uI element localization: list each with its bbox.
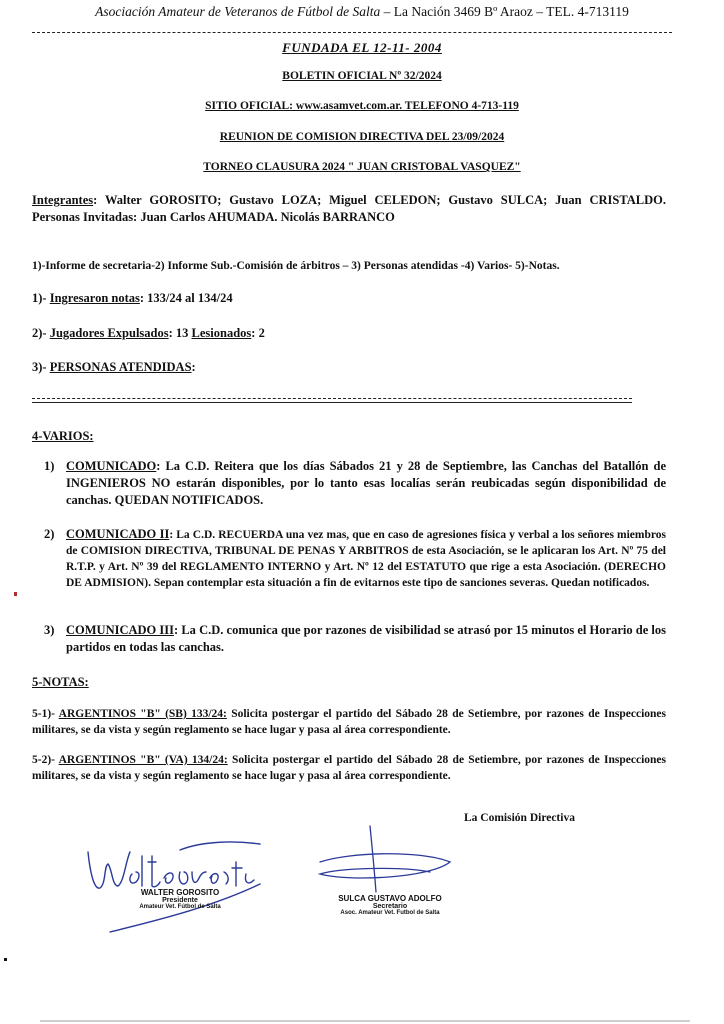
scan-speck bbox=[14, 592, 17, 596]
members-paragraph bbox=[32, 192, 666, 226]
nota-number: 5-2)- bbox=[32, 754, 59, 766]
members-text: : Walter GOROSITO; Gustavo LOZA; Miguel CELEDON; Gustavo SULCA; Juan CRISTALDO. Personas Invitadas: Juan Carlos AHUMADA. Nicolás BARRANCO bbox=[32, 193, 666, 224]
scan-edge bbox=[40, 1020, 690, 1022]
section-2 bbox=[32, 325, 666, 342]
closing-signoff: La Comisión Directiva bbox=[464, 812, 575, 824]
varios-item-number: 2) bbox=[44, 527, 55, 541]
nota-number: 5-1)- bbox=[32, 708, 59, 720]
varios-item-label: COMUNICADO II bbox=[66, 527, 170, 541]
varios-item-text: : La C.D. RECUERDA una vez mas, que en caso de agresiones física y verbal a los señores miembros de COMISION DIRECTIVA, TRIBUNAL DE PENAS Y ARBITROS de esta Asociación, se le aplicaran los Art. Nº 75 del R.T.P. y Art. Nº 39 del REGLAMENTO INTERNO y Art. Nº 12 del ESTATUTO que rige a esta Asociación. (DERECHO DE ADMISION). Sepan contemplar esta situación a fin de evitarnos este tipo de sanciones severas. Quedan notificados. bbox=[66, 529, 666, 589]
varios-item-1 bbox=[44, 458, 666, 509]
bulletin-number: BOLETIN OFICIAL Nº 32/2024 bbox=[282, 70, 442, 82]
signatory-role: Secretario bbox=[372, 903, 408, 910]
section-1-label: Ingresaron notas bbox=[49, 291, 140, 305]
members-label: Integrantes bbox=[32, 193, 94, 207]
varios-item-3 bbox=[44, 622, 666, 656]
nota-label: ARGENTINOS "B" (SB) 133/24: bbox=[58, 708, 227, 720]
scan-speck bbox=[4, 958, 7, 961]
signatory-org: Amateur Vet. Fútbol de Salta bbox=[139, 904, 221, 910]
org-name: Asociación Amateur de Veteranos de Fútbol de Salta bbox=[95, 4, 381, 19]
section-2-injured-label: Lesionados bbox=[191, 326, 252, 340]
section-3 bbox=[32, 359, 666, 376]
section-5-title: 5-NOTAS: bbox=[32, 675, 89, 689]
section-2-expelled-value: : 13 bbox=[168, 326, 192, 340]
official-site: SITIO OFICIAL: www.asamvet.com.ar. TELEFONO 4-713-119 bbox=[205, 100, 519, 112]
signatory-org: Asoc. Amateur Vet. Futbol de Salta bbox=[340, 910, 440, 916]
signature-gorosito-handwriting bbox=[60, 822, 270, 942]
section-2-injured-value: : 2 bbox=[251, 326, 265, 340]
varios-item-text: : La C.D. Reitera que los días Sábados 21 y 28 de Septiembre, las Canchas del Batallón de INGENIEROS NO estarán disponibles, por lo tanto esas localías serán reubicadas según disponibilidad de canchas. QUEDAN NOTIFICADOS. bbox=[66, 459, 666, 507]
section-2-number: 2)- bbox=[32, 326, 50, 340]
signatory-name: SULCA GUSTAVO ADOLFO bbox=[338, 894, 442, 903]
agenda: 1)-Informe de secretaria-2) Informe Sub.-Comisión de árbitros – 3) Personas atendidas -4) Varios- 5)-Notas. bbox=[32, 260, 560, 272]
header-divider bbox=[32, 32, 672, 33]
varios-item-number: 1) bbox=[44, 459, 55, 473]
varios-item-label: COMUNICADO III bbox=[66, 623, 175, 637]
signature-block-president bbox=[110, 888, 250, 910]
org-address: – La Nación 3469 Bº Araoz – TEL. 4-713119 bbox=[380, 4, 629, 19]
nota-2 bbox=[32, 752, 666, 784]
section-4-title: 4-VARIOS: bbox=[32, 429, 94, 443]
varios-item-2 bbox=[44, 526, 666, 591]
section-3-suffix: : bbox=[191, 360, 196, 374]
tournament-title: TORNEO CLAUSURA 2024 " JUAN CRISTOBAL VASQUEZ" bbox=[203, 161, 521, 173]
section-divider bbox=[32, 398, 632, 399]
section-1 bbox=[32, 290, 666, 307]
signature-sulca-handwriting bbox=[310, 822, 460, 902]
signatory-role: Presidente bbox=[162, 897, 198, 904]
nota-1 bbox=[32, 706, 666, 738]
meeting-title: REUNION DE COMISION DIRECTIVA DEL 23/09/2024 bbox=[219, 131, 505, 143]
varios-item-label: COMUNICADO bbox=[66, 459, 157, 473]
nota-text: Solicita postergar el partido del Sábado 28 de Setiembre, por razones de Inspecciones militares, se da vista y según reglamento se hace lugar y pasa al área correspondiente. bbox=[32, 708, 666, 736]
section-1-number: 1)- bbox=[32, 291, 50, 305]
founded-date: FUNDADA EL 12-11- 2004 bbox=[282, 40, 442, 55]
signatory-name: WALTER GOROSITO bbox=[140, 888, 220, 897]
section-3-number: 3)- bbox=[32, 360, 50, 374]
nota-text: Solicita postergar el partido del Sábado 28 de Setiembre, por razones de Inspecciones militares, se da vista y según reglamento se hace lugar y pasa al área correspondiente. bbox=[32, 754, 666, 782]
section-1-value: : 133/24 al 134/24 bbox=[139, 291, 233, 305]
section-3-label: PERSONAS ATENDIDAS bbox=[49, 360, 192, 374]
section-divider-2 bbox=[32, 402, 632, 403]
signature-block-secretary bbox=[330, 894, 450, 916]
section-2-label: Jugadores Expulsados bbox=[49, 326, 169, 340]
varios-item-text: : La C.D. comunica que por razones de visibilidad se atrasó por 15 minutos el Horario de los partidos en todas las canchas. bbox=[66, 623, 666, 654]
varios-item-number: 3) bbox=[44, 623, 55, 637]
letterhead bbox=[22, 4, 702, 20]
nota-label: ARGENTINOS "B" (VA) 134/24: bbox=[58, 754, 228, 766]
